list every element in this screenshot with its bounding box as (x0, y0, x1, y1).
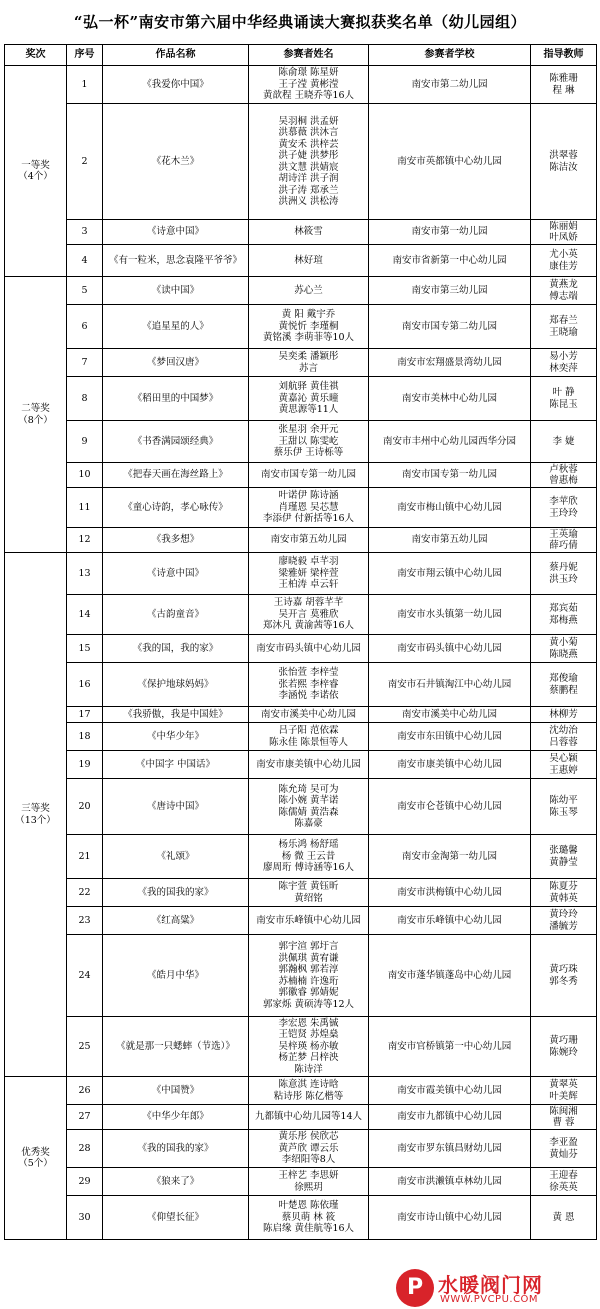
cell-school: 南安市东田镇中心幼儿园 (369, 723, 531, 751)
cell-names: 南安市码头镇中心幼儿园 (249, 635, 369, 663)
table-row (5, 663, 597, 707)
cell-teacher: 陈雅珊 程 琳 (531, 66, 597, 104)
award-cell (5, 1077, 67, 1240)
cell-names: 吕子阳 范依霖 陈永佳 陈景恒等人 (249, 723, 369, 751)
cell-names: 南安市康美镇中心幼儿园 (249, 751, 369, 779)
cell-work: 《保护地球妈妈》 (103, 663, 249, 707)
award-count: （13个） (15, 814, 56, 826)
cell-names: 陈宇萱 黄钰昕 黄绍铭 (249, 879, 369, 907)
award-name: 三等奖 (21, 803, 50, 814)
table-row (5, 349, 597, 377)
cell-school: 南安市康美镇中心幼儿园 (369, 751, 531, 779)
table-row (5, 723, 597, 751)
cell-names: 李宏恩 朱禹铖 王铠贤 苏煌燊 吴梓瑛 杨亦敏 杨芷梦 吕梓泱 陈诗洋 (249, 1017, 369, 1077)
table-row (5, 935, 597, 1017)
table-row (5, 707, 597, 723)
award-count: （4个） (18, 171, 53, 182)
cell-no: 26 (67, 1077, 103, 1105)
header-names: 参赛者姓名 (249, 45, 369, 66)
award-cell (5, 66, 67, 277)
table-row (5, 245, 597, 277)
cell-no: 11 (67, 488, 103, 528)
cell-teacher: 黄翠英 叶美辉 (531, 1077, 597, 1105)
cell-teacher: 蔡丹妮 洪玉玲 (531, 553, 597, 595)
cell-names: 张星羽 余开元 王甜以 陈雯屹 蔡乐伊 王诗栎等 (249, 421, 369, 463)
cell-no: 12 (67, 528, 103, 553)
cell-teacher: 陈闽湘 曹 蓉 (531, 1105, 597, 1130)
cell-names: 九都镇中心幼儿园等14人 (249, 1105, 369, 1130)
table-header-row (5, 45, 597, 66)
cell-work: 《书香满园颂经典》 (103, 421, 249, 463)
cell-work: 《我爱你中国》 (103, 66, 249, 104)
table-row (5, 488, 597, 528)
cell-no: 27 (67, 1105, 103, 1130)
cell-no: 5 (67, 277, 103, 305)
table-row (5, 528, 597, 553)
table-row (5, 879, 597, 907)
cell-work: 《童心诗韵，孝心咏传》 (103, 488, 249, 528)
cell-no: 16 (67, 663, 103, 707)
cell-no: 6 (67, 305, 103, 349)
cell-teacher: 王迎春 徐英英 (531, 1168, 597, 1196)
cell-names: 刘航驿 黄佳祺 黄嘉沁 黄乐曈 黄思源等11人 (249, 377, 369, 421)
cell-no: 13 (67, 553, 103, 595)
cell-school: 南安市九都镇中心幼儿园 (369, 1105, 531, 1130)
cell-no: 2 (67, 104, 103, 220)
cell-teacher: 尤小英 康佳芳 (531, 245, 597, 277)
cell-school: 南安市洪梅镇中心幼儿园 (369, 879, 531, 907)
cell-school: 南安市省新第一中心幼儿园 (369, 245, 531, 277)
cell-no: 18 (67, 723, 103, 751)
cell-work: 《狼来了》 (103, 1168, 249, 1196)
cell-names: 陈俞璟 陈星妍 王子滢 黄彬滢 黄歆程 王晓乔等16人 (249, 66, 369, 104)
cell-teacher: 王英瑜 薛巧倩 (531, 528, 597, 553)
table-row (5, 779, 597, 835)
table-row (5, 1017, 597, 1077)
cell-school: 南安市丰州中心幼儿园西华分园 (369, 421, 531, 463)
table-body (5, 66, 597, 1240)
cell-school: 南安市英都镇中心幼儿园 (369, 104, 531, 220)
cell-no: 9 (67, 421, 103, 463)
cell-work: 《唐诗中国》 (103, 779, 249, 835)
table-row (5, 1130, 597, 1168)
cell-school: 南安市溪美中心幼儿园 (369, 707, 531, 723)
cell-school: 南安市乐峰镇中心幼儿园 (369, 907, 531, 935)
cell-work: 《古韵童音》 (103, 595, 249, 635)
header-school: 参赛者学校 (369, 45, 531, 66)
cell-school: 南安市官桥镇第一中心幼儿园 (369, 1017, 531, 1077)
table-row (5, 1077, 597, 1105)
cell-school: 南安市水头镇第一幼儿园 (369, 595, 531, 635)
table-row (5, 907, 597, 935)
cell-names: 吴羽桐 洪孟妍 洪慕薇 洪沐言 黄安禾 洪梓芸 洪子婕 洪梦彤 洪文慧 洪婧宸 胡诗洋 洪子润 洪子涛 郑承兰 洪洲义 洪松涛 (249, 104, 369, 220)
watermark (394, 1267, 594, 1309)
cell-work: 《就是那一只蟋蟀（节选）》 (103, 1017, 249, 1077)
watermark-url: WWW.PVCPU.COM (440, 1294, 539, 1305)
cell-work: 《稻田里的中国梦》 (103, 377, 249, 421)
cell-names: 南安市溪美中心幼儿园 (249, 707, 369, 723)
cell-school: 南安市洪濑镇卓林幼儿园 (369, 1168, 531, 1196)
table-row (5, 421, 597, 463)
cell-school: 南安市宏翔盛景湾幼儿园 (369, 349, 531, 377)
cell-no: 7 (67, 349, 103, 377)
cell-teacher: 林柳芳 (531, 707, 597, 723)
cell-school: 南安市第二幼儿园 (369, 66, 531, 104)
cell-names: 郭宇渲 郭圩言 洪佩琪 黄宥谦 郭瀚枫 郭若淳 苏楠楠 许逸珩 郭徽睿 郭婧妮 郭家烁 黄硕涛等12人 (249, 935, 369, 1017)
cell-school: 南安市国专第一幼儿园 (369, 463, 531, 488)
cell-names: 陈允琦 吴可为 陈小婉 黄芊诺 陈儒婧 黄浩森 陈嘉豪 (249, 779, 369, 835)
cell-work: 《仰望长征》 (103, 1196, 249, 1240)
table-row (5, 305, 597, 349)
cell-teacher: 李 婕 (531, 421, 597, 463)
cell-work: 《追星星的人》 (103, 305, 249, 349)
cell-work: 《红高粱》 (103, 907, 249, 935)
cell-teacher: 郑春兰 王晓瑜 (531, 305, 597, 349)
cell-no: 24 (67, 935, 103, 1017)
cell-teacher: 叶 静 陈昆玉 (531, 377, 597, 421)
cell-teacher: 卢秋蓉 曾惠梅 (531, 463, 597, 488)
cell-names: 王梓艺 李思妍 徐熙玥 (249, 1168, 369, 1196)
cell-names: 林好瑄 (249, 245, 369, 277)
table-row (5, 595, 597, 635)
cell-work: 《读中国》 (103, 277, 249, 305)
cell-work: 《中国字 中国话》 (103, 751, 249, 779)
cell-school: 南安市第五幼儿园 (369, 528, 531, 553)
cell-teacher: 黄巧珠 郭冬秀 (531, 935, 597, 1017)
cell-work: 《诗意中国》 (103, 220, 249, 245)
cell-no: 22 (67, 879, 103, 907)
cell-names: 吴奕柔 潘颖彤 苏言 (249, 349, 369, 377)
award-count: （8个） (18, 414, 53, 426)
cell-teacher: 黄 恩 (531, 1196, 597, 1240)
cell-no: 30 (67, 1196, 103, 1240)
cell-school: 南安市码头镇中心幼儿园 (369, 635, 531, 663)
cell-work: 《把春天画在海丝路上》 (103, 463, 249, 488)
cell-work: 《我多想》 (103, 528, 249, 553)
award-name: 优秀奖 (21, 1146, 50, 1158)
header-teacher: 指导教师 (531, 45, 597, 66)
cell-school: 南安市第三幼儿园 (369, 277, 531, 305)
cell-no: 14 (67, 595, 103, 635)
cell-work: 《中华少年郎》 (103, 1105, 249, 1130)
cell-names: 苏心兰 (249, 277, 369, 305)
cell-school: 南安市梅山镇中心幼儿园 (369, 488, 531, 528)
table-row (5, 553, 597, 595)
cell-no: 3 (67, 220, 103, 245)
cell-school: 南安市仑苍镇中心幼儿园 (369, 779, 531, 835)
table-row (5, 277, 597, 305)
cell-names: 陈意淇 连诗晗 粘诗彤 陈亿楷等 (249, 1077, 369, 1105)
cell-teacher: 陈丽娟 叶凤娇 (531, 220, 597, 245)
cell-teacher: 郑宾茹 郑梅燕 (531, 595, 597, 635)
cell-no: 4 (67, 245, 103, 277)
award-cell (5, 553, 67, 1077)
cell-no: 10 (67, 463, 103, 488)
table-row (5, 463, 597, 488)
cell-names: 南安市国专第一幼儿园 (249, 463, 369, 488)
cell-teacher: 陈夏芬 黄韩英 (531, 879, 597, 907)
cell-teacher: 黄玲玲 潘毓芳 (531, 907, 597, 935)
table-row (5, 1105, 597, 1130)
cell-names: 杨乐鸿 杨舒瑶 杨 微 王云昔 廖周珩 傅诗涵等16人 (249, 835, 369, 879)
cell-names: 张怡萱 李梓莹 张若熙 李梓睿 李涵悦 李诺依 (249, 663, 369, 707)
table-row (5, 635, 597, 663)
award-name: 一等奖 (21, 159, 50, 171)
watermark-text: 水暖阀门网 (438, 1273, 543, 1297)
cell-teacher: 易小芳 林奕萍 (531, 349, 597, 377)
header-no: 序号 (67, 45, 103, 66)
cell-school: 南安市第一幼儿园 (369, 220, 531, 245)
table-row (5, 835, 597, 879)
cell-teacher: 李苹欣 王玲玲 (531, 488, 597, 528)
table-row (5, 1168, 597, 1196)
award-table (4, 44, 597, 1240)
page-title: “弘一杯”南安市第六届中华经典诵读大赛拟获奖名单（幼儿园组） (73, 13, 527, 31)
cell-work: 《我骄傲，我是中国娃》 (103, 707, 249, 723)
cell-work: 《我的国，我的家》 (103, 635, 249, 663)
cell-teacher: 吴心颖 王惠婷 (531, 751, 597, 779)
cell-teacher: 陈幼平 陈玉琴 (531, 779, 597, 835)
cell-school: 南安市罗东镇昌财幼儿园 (369, 1130, 531, 1168)
cell-no: 29 (67, 1168, 103, 1196)
cell-work: 《有一粒米，思念袁隆平爷爷》 (103, 245, 249, 277)
table-row (5, 104, 597, 220)
cell-names: 王诗嘉 胡蓉芊芊 吴开言 莫雅欣 郑沐凡 黄渝茜等16人 (249, 595, 369, 635)
cell-work: 《诗意中国》 (103, 553, 249, 595)
cell-no: 8 (67, 377, 103, 421)
cell-school: 南安市石井镇淘江中心幼儿园 (369, 663, 531, 707)
cell-teacher: 黄燕龙 傅志端 (531, 277, 597, 305)
cell-no: 1 (67, 66, 103, 104)
cell-no: 20 (67, 779, 103, 835)
cell-work: 《我的国我的家》 (103, 1130, 249, 1168)
header-work: 作品名称 (103, 45, 249, 66)
cell-work: 《我的国我的家》 (103, 879, 249, 907)
cell-work: 《皓月中华》 (103, 935, 249, 1017)
table-row (5, 66, 597, 104)
cell-school: 南安市金淘第一幼儿园 (369, 835, 531, 879)
cell-names: 黄 阳 戴宇乔 黄悦忻 李瑾桐 黄铭溪 李萌菲等10人 (249, 305, 369, 349)
cell-school: 南安市霞美镇中心幼儿园 (369, 1077, 531, 1105)
cell-names: 廖晓毅 卓芊羽 梁雅妍 梁梓萱 王柏涛 卓云轩 (249, 553, 369, 595)
cell-school: 南安市蓬华镇蓬岛中心幼儿园 (369, 935, 531, 1017)
cell-school: 南安市翔云镇中心幼儿园 (369, 553, 531, 595)
table-row (5, 751, 597, 779)
cell-names: 林筱雪 (249, 220, 369, 245)
cell-no: 19 (67, 751, 103, 779)
watermark-logo-icon: P (396, 1269, 434, 1307)
cell-teacher: 黄巧珊 陈婉玲 (531, 1017, 597, 1077)
award-count: （5个） (18, 1158, 53, 1169)
cell-work: 《礼颂》 (103, 835, 249, 879)
cell-no: 23 (67, 907, 103, 935)
award-cell (5, 277, 67, 553)
cell-teacher: 黄小菊 陈晓燕 (531, 635, 597, 663)
cell-names: 叶楚恩 陈依瑾 蔡贝萌 林 筱 陈启缘 黄佳航等16人 (249, 1196, 369, 1240)
cell-teacher: 洪翠蓉 陈洁汝 (531, 104, 597, 220)
cell-names: 黄乐彤 侯欣芯 黄芦欣 谭云乐 李绍阳等8人 (249, 1130, 369, 1168)
header-award: 奖次 (5, 45, 67, 66)
award-name: 二等奖 (21, 403, 50, 414)
cell-school: 南安市国专第二幼儿园 (369, 305, 531, 349)
cell-school: 南安市美林中心幼儿园 (369, 377, 531, 421)
cell-teacher: 沈幼治 吕蓉蓉 (531, 723, 597, 751)
cell-no: 15 (67, 635, 103, 663)
cell-names: 南安市乐峰镇中心幼儿园 (249, 907, 369, 935)
cell-teacher: 张璐馨 黄静莹 (531, 835, 597, 879)
cell-work: 《中华少年》 (103, 723, 249, 751)
table-row (5, 220, 597, 245)
cell-work: 《中国赞》 (103, 1077, 249, 1105)
cell-no: 21 (67, 835, 103, 879)
cell-no: 28 (67, 1130, 103, 1168)
cell-teacher: 郑俊瑜 蔡鹏程 (531, 663, 597, 707)
cell-work: 《花木兰》 (103, 104, 249, 220)
table-row (5, 1196, 597, 1240)
cell-no: 17 (67, 707, 103, 723)
cell-teacher: 李亚盈 黄灿芬 (531, 1130, 597, 1168)
cell-names: 南安市第五幼儿园 (249, 528, 369, 553)
cell-names: 叶诺伊 陈诗涵 肖瑾恩 吴芯慧 李添伊 付新括等16人 (249, 488, 369, 528)
cell-work: 《梦回汉唐》 (103, 349, 249, 377)
table-row (5, 377, 597, 421)
cell-school: 南安市诗山镇中心幼儿园 (369, 1196, 531, 1240)
cell-no: 25 (67, 1017, 103, 1077)
